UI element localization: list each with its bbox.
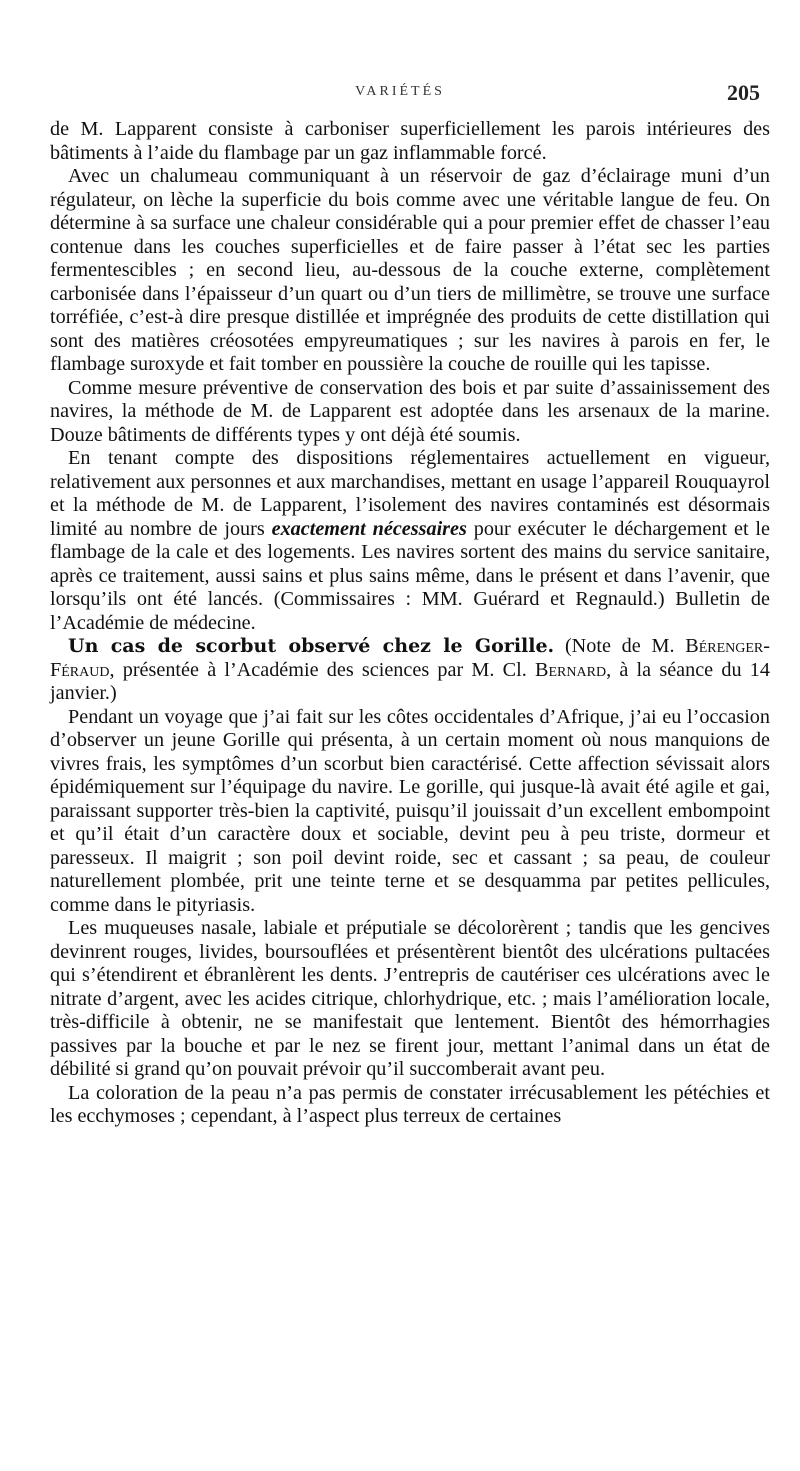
section-heading-paragraph xyxy=(50,635,770,706)
paragraph-text: , présentée à l’Académie des sciences par M. Cl. xyxy=(109,658,536,681)
page-number: 205 xyxy=(727,80,760,105)
paragraph: La coloration de la peau n’a pas permis de constater irrécusablement les pétéchies et les ecchymoses ; cependant, à l’aspect plus terreux de certaines xyxy=(50,1081,770,1127)
paragraph-text: pour exécuter le déchargement et le flambage de la cale et des logements. Les navires sortent des mains du service sanitaire, après ce traitement, aussi sains et plus sains même, dans le présent et dans l’avenir, que lorsqu’ils ont été lancés. (Commissaires : MM. Guérard et Regnauld.) Bulletin de l’Académie de médecine. xyxy=(50,517,771,634)
paragraph xyxy=(50,447,770,635)
running-head xyxy=(0,80,800,110)
paragraph: Comme mesure préventive de conservation des bois et par suite d’assainissement des navires, la méthode de M. de Lapparent est adoptée dans les arsenaux de la marine. Douze bâtiments de différents types y ont déjà été soumis. xyxy=(50,376,770,446)
paragraph-text: , à la séance du 14 janvier.) xyxy=(50,658,770,704)
section-title: Un cas de scorbut observé chez le Gorille. xyxy=(68,635,555,657)
body-text xyxy=(50,118,770,1129)
paragraph-text: En tenant compte des dispositions réglementaires actuellement en vigueur, relativement aux personnes et aux marchandises, mettant en usage l’appareil Rouquayrol et la méthode de M. de Lapparent, l’isolement des navires contaminés est désormais limité au nombre de jours xyxy=(50,447,770,540)
emphasis-text: exactement nécessaires xyxy=(271,517,467,540)
paragraph-text: (Note de M. xyxy=(554,635,686,657)
paragraph: Pendant un voyage que j’ai fait sur les côtes occidentales d’Afrique, j’ai eu l’occasion d’observer un jeune Gorille qui présenta, à un certain moment où nous manquions de vivres frais, les symptômes d’un scorbut bien caractérisé. Cette affection sévissait alors épidémiquement sur l’équipage du navire. Le gorille, qui jusque-là avait été agile et gai, paraissant supporter très-bien la captivité, puisqu’il jouissait d’un excellent embompoint et qu’il était d’un caractère doux et sociable, devint peu à peu triste, dormeur et paresseux. Il maigrit ; son poil devint roide, sec et cassant ; sa peau, de couleur naturellement plombée, prit une teinte terne et se desquamma par petites pellicules, comme dans le pityriasis. xyxy=(50,705,770,916)
paragraph: Avec un chalumeau communiquant à un réservoir de gaz d’éclairage muni d’un régulateur, on lèche la superficie du bois comme avec une véritable langue de feu. On détermine à sa surface une chaleur considérable qui a pour premier effet de chasser l’eau contenue dans les couches superficielles et de faire passer à l’état sec les parties fermentescibles ; en second lieu, au-dessous de la couche externe, complètement carbonisée dans l’épaisseur d’un quart ou d’un tiers de millimètre, se trouve une surface torréfiée, c’est-à dire presque distillée et imprégnée des produits de cette distillation qui sont des matières créosotées empyreumatiques ; sur les navires à parois en fer, le flambage suroxyde et fait tomber en poussière la couche de rouille qui les tapisse. xyxy=(50,165,770,375)
paragraph: Les muqueuses nasale, labiale et préputiale se décolorèrent ; tandis que les gencives devinrent rouges, livides, boursouflées et présentèrent bientôt des ulcérations pultacées qui s’étendirent et ébranlèrent les dents. J’entrepris de cautériser ces ulcérations avec le nitrate d’argent, avec les acides citrique, chlorhydrique, etc. ; mais l’amélioration locale, très-difficile à obtenir, ne se manifestait que lentement. Bientôt des hémorrhagies passives par la bouche et par le nez se firent jour, mettant l’animal dans un état de débilité si grand qu’on pouvait prévoir qu’il succomberait avant peu. xyxy=(50,917,770,1080)
running-title: VARIÉTÉS xyxy=(355,84,445,99)
paragraph: de M. Lapparent consiste à carboniser superficiellement les parois intérieures des bâtiments à l’aide du flambage par un gaz inflammable forcé. xyxy=(50,118,770,164)
author-name: Bérenger-Féraud xyxy=(50,635,770,681)
presenter-name: Bernard xyxy=(535,658,607,681)
